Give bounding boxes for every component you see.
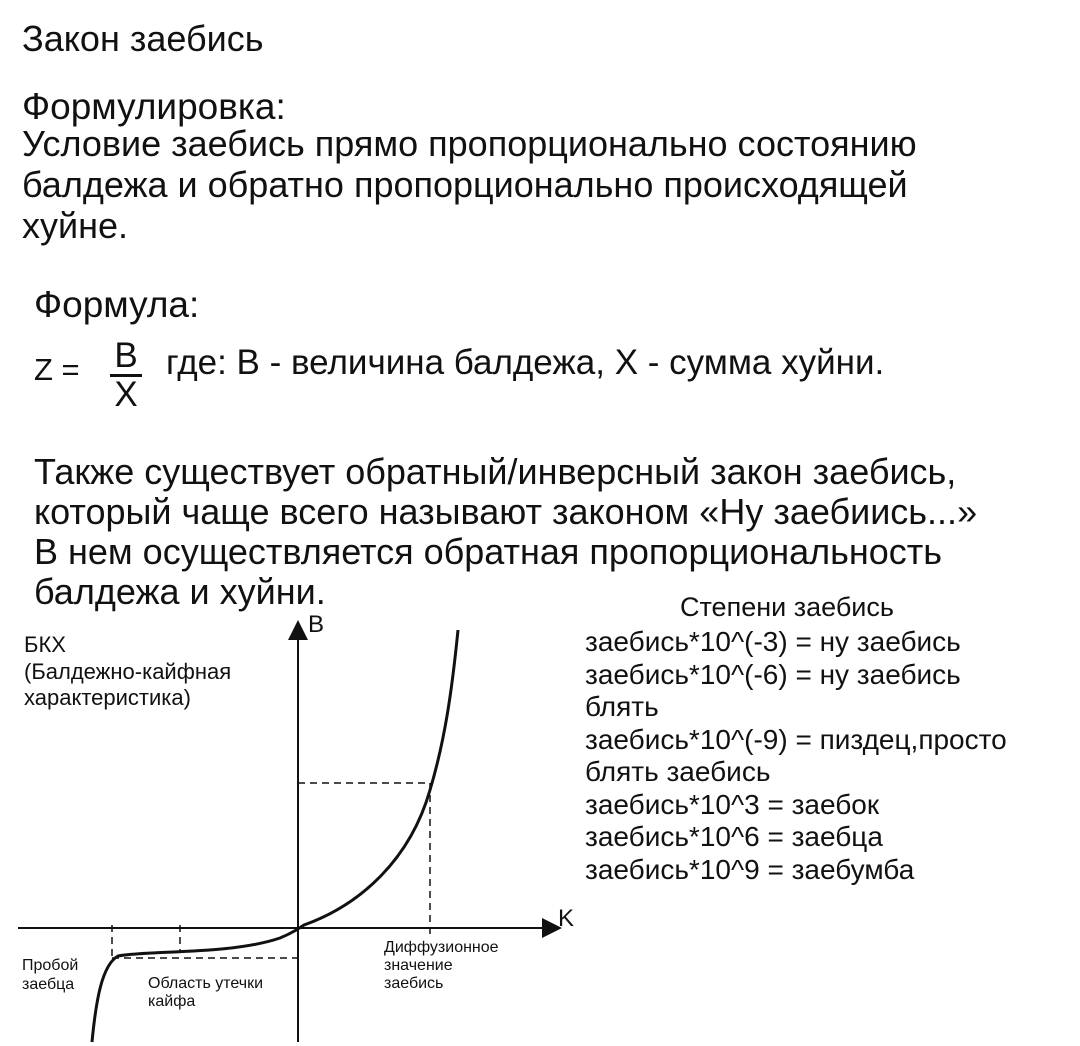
degree-line: заебись*10^9 = заебумба [585,853,915,885]
leak-label: кайфа [148,993,196,1010]
breakdown-label: заебца [22,976,75,993]
formula-denominator: X [114,375,138,414]
graph-title-line: БКХ [24,632,66,657]
guide-lines [112,783,430,958]
wording-line: балдежа и обратно пропорционально происходящей [22,164,908,205]
formula-label: Формула: [34,284,200,325]
degree-line: заебись*10^6 = заебца [585,821,883,852]
inverse-line: который чаще всего называют законом «Ну заебиись...» [34,491,978,532]
x-axis-label: K [558,905,575,932]
inverse-line: балдежа и хуйни. [34,571,326,612]
degrees-title: Степени заебись [680,592,894,622]
degree-line: заебись*10^(-9) = пиздец,просто [585,723,1007,755]
diffusion-label: значение [384,957,453,974]
degree-line: заебись*10^(-6) = ну заебись [585,658,961,690]
degree-line: блять заебись [585,756,771,787]
wording-label: Формулировка: [22,86,286,127]
inverse-line: В нем осуществляется обратная пропорциональность [34,531,943,572]
wording-line: Условие заебись прямо пропорционально состоянию [22,123,917,164]
wording-line: хуйне. [22,205,129,246]
y-axis-label: B [308,611,325,638]
graph-title-line: (Балдежно-кайфная [24,659,232,684]
degree-line: заебись*10^(-3) = ну заебись [585,626,961,657]
page-title: Закон заебись [22,18,264,59]
leak-label: Область утечки [148,975,264,992]
breakdown-label: Пробой [22,957,79,974]
degree-line: заебись*10^3 = заебок [585,788,880,820]
graph-title-line: характеристика) [24,685,191,710]
formula-lhs: Z = [34,352,80,387]
formula-numerator: B [110,338,141,377]
formula-legend: где: B - величина балдежа, X - сумма хуйни. [166,343,885,382]
diffusion-label: заебись [384,975,444,992]
inverse-line: Также существует обратный/инверсный закон заебись, [34,451,957,492]
degree-line: блять [585,691,659,722]
diffusion-label: Диффузионное [384,939,499,956]
